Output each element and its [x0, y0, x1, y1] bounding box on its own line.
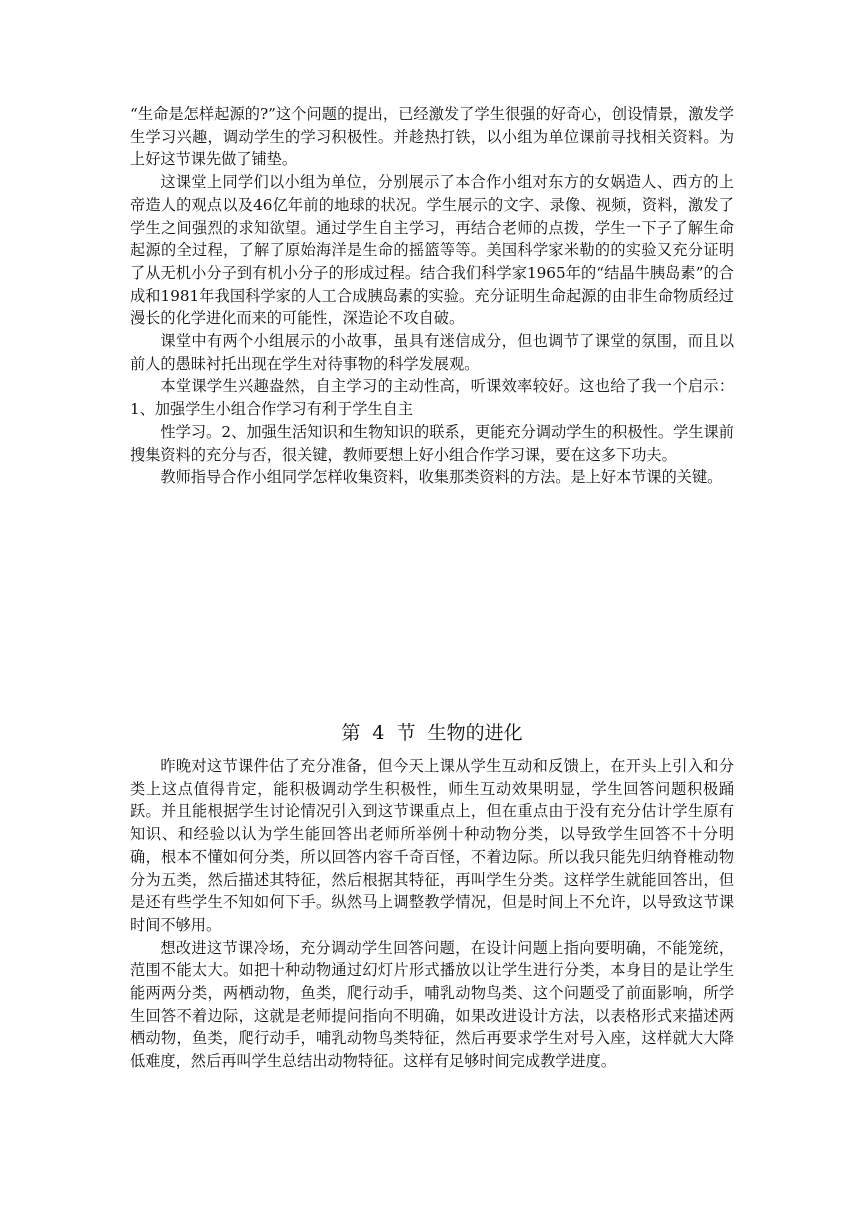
paragraph: 想改进这节课冷场，充分调动学生回答问题，在设计问题上指向要明确，不能笼统，范围不能太大。如把十种动物通过幻灯片形式播放以让学生进行分类，本身目的是让学生能两两分类，两栖动物，鱼类，爬行动手，哺乳动物鸟类、这个问题受了前面影响，所学生回答不着边际，这就是老师提问指向不明确，如果改进设计方法，以表格形式来描述两栖动物，鱼类，爬行动手，哺乳动物鸟类特征，然后再要求学生对号入座，这样就大大降低难度，然后再叫学生总结出动物特征。这样有足够时间完成教学进度。: [130, 938, 734, 1071]
paragraph: 本堂课学生兴趣盎然，自主学习的主动性高，听课效率较好。这也给了我一个启示：1、加强学生小组合作学习有利于学生自主: [130, 377, 734, 419]
paragraph: 这课堂上同学们以小组为单位，分别展示了本合作小组对东方的女娲造人、西方的上帝造人的观点以及46亿年前的地球的状况。学生展示的文字、录像、视频，资料，激发了学生之间强烈的求知欲望。通过学生自主学习，再结合老师的点拨，学生一下子了解生命起源的全过程，了解了原始海洋是生命的摇篮等等。美国科学家米勒的的实验又充分证明了从无机小分子到有机小分子的形成过程。结合我们科学家1965年的“结晶牛胰岛素”的合成和1981年我国科学家的人工合成胰岛素的实验。充分证明生命起源的由非生命物质经过漫长的化学进化而来的可能性，深造论不攻自破。: [130, 173, 734, 328]
reflection-section-evolution: [130, 755, 734, 1073]
reflection-section-origin-of-life: [130, 103, 734, 489]
paragraph: 性学习。2、加强生活知识和生物知识的联系，更能充分调动学生的积极性。学生课前搜集资料的充分与否，很关键，教师要想上好小组合作学习课，要在这多下功夫。: [130, 422, 734, 464]
paragraph: 课堂中有两个小组展示的小故事，虽具有迷信成分，但也调节了课堂的氛围，而且以前人的愚昧衬托出现在学生对待事物的科学发展观。: [130, 332, 734, 373]
paragraph: “生命是怎样起源的?”这个问题的提出，已经激发了学生很强的好奇心，创设情景，激发学生学习兴趣，调动学生的学习积极性。并趁热打铁，以小组为单位课前寻找相关资料。为上好这节课先做了铺垫。: [130, 105, 734, 169]
section-title: 第 4 节 生物的进化: [341, 722, 523, 744]
paragraph: 教师指导合作小组同学怎样收集资料，收集那类资料的方法。是上好本节课的关键。: [160, 468, 723, 487]
paragraph: 昨晚对这节课件估了充分准备，但今天上课从学生互动和反馈上，在开头上引入和分类上这点值得肯定，能积极调动学生积极性，师生互动效果明显，学生回答问题积极踊跃。并且能根据学生讨论情况引入到这节课重点上，但在重点由于没有充分估计学生原有知识、和经验以认为学生能回答出老师所举例十种动物分类，以导致学生回答不十分明确，根本不懂如何分类，所以回答内容千奇百怪，不着边际。所以我只能先归纳脊椎动物分为五类，然后描述其特征，然后根据其特征，再叫学生分类。这样学生就能回答出，但是还有些学生不知如何下手。纵然马上调整教学情况，但是时间上不允许，以导致这节课时间不够用。: [130, 757, 734, 934]
